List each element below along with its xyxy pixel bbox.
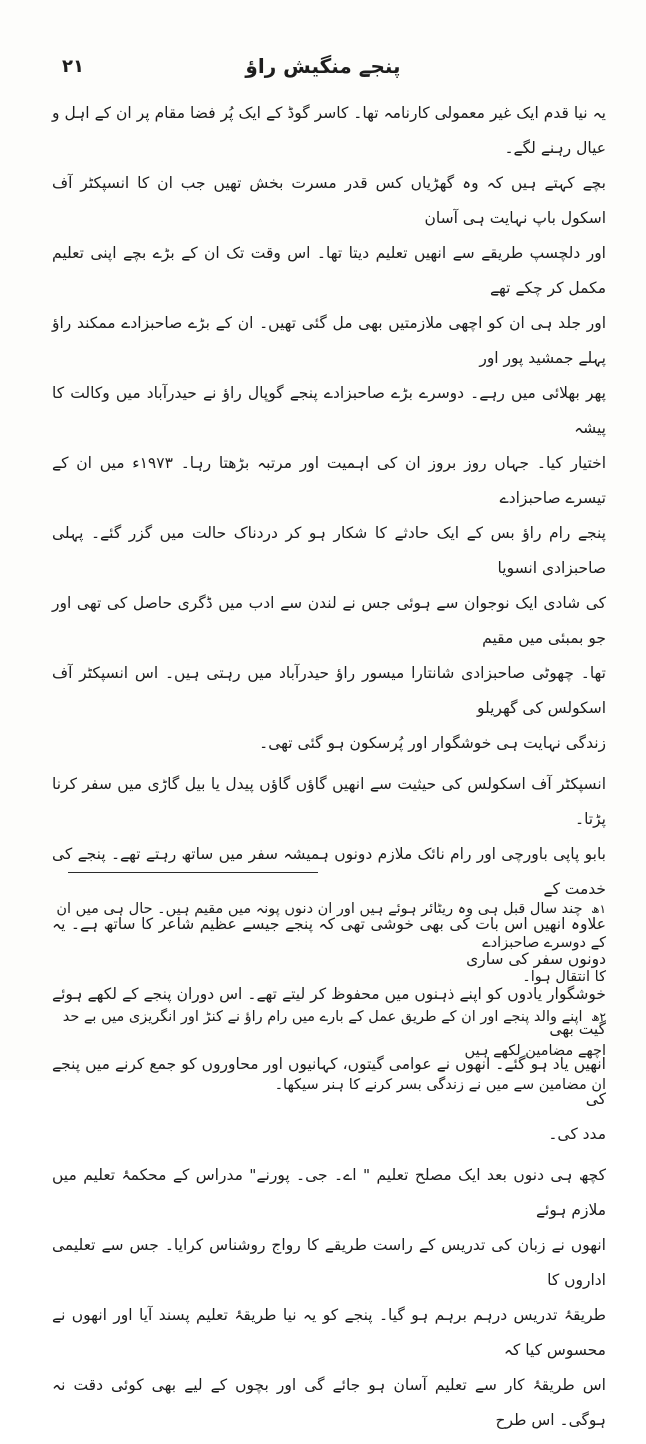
footnote-marker: ۲ھ <box>591 1010 606 1024</box>
footnote-line: کا انتقال ہوا۔ <box>522 969 606 985</box>
text-line: اور دلچسپ طریقے سے انھیں تعلیم دیتا تھا۔ اس وقت تک ان کے بڑے بچے اپنی تعلیم مکمل کر چکے تھے <box>52 244 606 297</box>
page-number: ۲۱ <box>62 56 84 77</box>
text-line: کی شادی ایک نوجوان سے ہوئی جس نے لندن سے ادب میں ڈگری حاصل کی تھی اور جو بمبئی میں مقیم <box>52 594 606 647</box>
text-line: پنجے رام راؤ بس کے ایک حادثے کا شکار ہو کر دردناک حالت میں گزر گئے۔ پہلی صاحبزادی انسویا <box>52 524 606 577</box>
footnotes <box>52 892 606 1108</box>
text-line: انسپکٹر آف اسکولس کی حیثیت سے انھیں گاؤں گاؤں پیدل یا بیل گاڑی میں سفر کرنا پڑتا۔ <box>52 775 606 828</box>
footnote-line: چند سال قبل ہی وہ ریٹائر ہوئے ہیں اور ان دنوں پونہ میں مقیم ہیں۔ حال ہی میں ان کے دوسرے صاحبزادے <box>56 901 606 951</box>
text-line: علاوہ انھیں اس بات کی بھی خوشی تھی کہ پنجے جیسے عظیم شاعر کا ساتھ ہے۔ یہ دونوں سفر کی ساری <box>52 915 606 968</box>
paragraph <box>52 1158 606 1438</box>
text-line: پھر بھلائی میں رہے۔ دوسرے بڑے صاحبزادے پنجے گوپال راؤ نے حیدرآباد میں وکالت کا پیشہ <box>52 384 606 437</box>
footnote-marker: ۱ھ <box>591 902 606 916</box>
footnote <box>52 1000 606 1102</box>
text-line: خوشگوار یادوں کو اپنے ذہنوں میں محفوظ کر لیتے تھے۔ اس دوران پنجے کے لکھے ہوئے گیت بھی <box>52 985 606 1038</box>
text-line: زندگی نہایت ہی خوشگوار اور پُرسکون ہو گئی تھی۔ <box>259 734 606 752</box>
text-line: اور جلد ہی ان کو اچھی ملازمتیں بھی مل گئی تھیں۔ ان کے بڑے صاحبزادے ممکند راؤ پہلے جمشید پور اور <box>52 314 606 367</box>
text-line: بابو پاپی باورچی اور رام نائک ملازم دونوں ہمیشہ سفر میں ساتھ رہتے تھے۔ پنجے کی خدمت کے <box>52 845 606 898</box>
text-line: مدد کی۔ <box>548 1125 606 1143</box>
footnote-divider <box>68 872 318 873</box>
text-line: یہ نیا قدم ایک غیر معمولی کارنامہ تھا۔ کاسر گوڈ کے ایک پُر فضا مقام پر ان کے اہل و عیال رہنے لگے۔ <box>52 104 606 157</box>
running-title: پنجے منگیش راؤ <box>245 54 401 78</box>
page-header <box>52 48 594 88</box>
text-line: تھا۔ چھوٹی صاحبزادی شانتارا میسور راؤ حیدرآباد میں رہتی ہیں۔ اس انسپکٹر آف اسکولس کی گھریلو <box>52 664 606 717</box>
footnote <box>52 892 606 994</box>
footnote-line: اپنے والد پنجے اور ان کے طریق عمل کے بارے میں رام راؤ نے کنڑ اور انگریزی میں بے حد اچھے مضامین لکھے ہیں <box>62 1009 606 1059</box>
text-line: طریقۂ تدریس درہم برہم ہو گیا۔ پنجے کو یہ نیا طریقۂ تعلیم پسند آیا اور انھوں نے محسوس کیا کہ <box>52 1306 606 1359</box>
text-line: اختیار کیا۔ جہاں روز بروز ان کی اہمیت اور مرتبہ بڑھتا رہا۔ ۱۹۷۳ء میں ان کے تیسرے صاحبزادے <box>52 454 607 507</box>
text-line: اس طریقۂ کار سے تعلیم آسان ہو جائے گی اور بچوں کے لیے بھی کوئی دقت نہ ہوگی۔ اس طرح <box>52 1376 606 1429</box>
body-text <box>52 96 606 1444</box>
text-line: بچے کہتے ہیں کہ وہ گھڑیاں کس قدر مسرت بخش تھیں جب ان کا انسپکٹر آف اسکول باپ نہایت ہی آسان <box>52 174 606 227</box>
text-line: کچھ ہی دنوں بعد ایک مصلح تعلیم " اے۔ جی۔ پورنے" مدراس کے محکمۂ تعلیم میں ملازم ہوئے <box>52 1166 606 1219</box>
text-line: انھیں یاد ہو گئے۔ انھوں نے عوامی گیتوں، کہانیوں اور محاوروں کو جمع کرنے میں پنجے کی <box>52 1055 606 1108</box>
paragraph <box>52 96 606 761</box>
footnote-line: ان مضامین سے میں نے زندگی بسر کرنے کا ہنر سیکھا۔ <box>274 1077 606 1093</box>
text-line: انھوں نے زبان کی تدریس کے راست طریقے کا رواج روشناس کرایا۔ جس سے تعلیمی اداروں کا <box>52 1236 606 1289</box>
